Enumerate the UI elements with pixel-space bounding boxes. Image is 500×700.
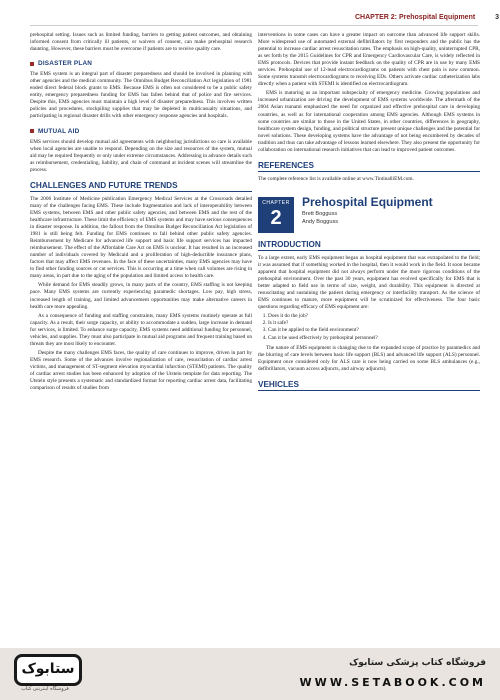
list-item: 2. Is it safe? bbox=[268, 320, 480, 327]
logo-wordmark: ستابوک bbox=[14, 654, 82, 686]
author: Brett Bogguss bbox=[302, 210, 338, 217]
section-heading-mutual-aid bbox=[30, 128, 252, 135]
list-item: 1. Does it do the job? bbox=[268, 313, 480, 320]
paragraph: The nature of EMS equipment is changing due to the expanded scope of practice by paramedics and the blurring of care levels between basic life support (BLS) and advanced life support (ALS) personnel. Equipment once considered only for ALS care is now being carried on some BLS ambulances (e.g., defibrillators, vacuum access adjuncts, and airway adjuncts). bbox=[258, 344, 480, 372]
logo-tagline: فروشگاه اینترنتی کتاب bbox=[21, 686, 69, 692]
heading-marker-icon bbox=[30, 129, 34, 133]
right-column bbox=[258, 32, 480, 395]
section-heading-introduction: INTRODUCTION bbox=[258, 239, 321, 249]
setabook-logo[interactable] bbox=[6, 654, 84, 694]
heading-rule bbox=[258, 390, 480, 391]
heading-rule bbox=[30, 191, 252, 192]
paragraph: EMS is maturing as an important subspecialty of emergency medicine. Growing populations and increased urbanization are driving the development of EMS systems worldwide. The aftermath of the 2004 Asian tsunami emphasized the need for organized and effective prehospital care in developing countries, as well as for international cooperation among EMS agencies. Although EMS systems in some countries are similar to those in the United States, in other countries, differences in geography, healthcare system design, funding, and political structure present unique challenges and the potential for novel solutions. These developing systems have the advantage of not being encumbered by decades of tradition and thus can take advantage of lessons learned elsewhere. They also present the opportunity for collaboration on international research initiatives that can lead to improved patient outcomes. bbox=[258, 90, 480, 153]
paragraph: EMS services should develop mutual aid agreements with neighboring jurisdictions so care is available when local agencies are unable to respond. Depending on the size and resources of the system, mutual aid may be required frequently or only under extreme circumstances. Addressing in advance details such as reimbursement, credentialing, liability, and chain of command at incident scenes will streamline the process. bbox=[30, 138, 252, 173]
shop-name: فروشگاه کتاب پزشکی ستابوک bbox=[349, 658, 486, 668]
heading-text: MUTUAL AID bbox=[38, 127, 80, 135]
author: Andy Bogguss bbox=[302, 218, 339, 225]
paragraph: The 2006 Institute of Medicine publication Emergency Medical Services at the Crossroads detailed many of the challenges facing EMS. These include fragmentation and lack of interoperability between EMS systems, between EMS and other public safety agencies, and between EMS and the rest of the healthcare infrastructure. These limit the efficiency of EMS systems and may have serious consequences in disaster response. In addition, the fallout from the Omnibus Budget Reconciliation Act legislation of 1981 is still being felt. Funding for EMS continues to fall behind other public safety agencies. Reimbursement by Medicare for advanced life support and basic life support services has impacted reimbursement. The effect of the Affordable Care Act on EMS is unclear. It has resulted in an increased number of individuals covered by Medicaid and a proliferation of high-deductible insurance plans, factors that may affect EMS revenues. In the face of these uncertainties, many EMS agencies may have to find other funding sources or cut services. This is occurring at a time when call volumes are rising in many areas, in part due to the aging of the population and limited access to health care. bbox=[30, 195, 252, 280]
chapter-number: 2 bbox=[270, 206, 282, 229]
paragraph: interventions in some cases can have a greater impact on outcome than advanced life support skills. More widespread use of automated external defibrillators by first responders and the public has the potential to increase cardiac arrest resuscitation rates. The emphasis on high-quality, uninterrupted CPR, as set forth by the 2015 Guidelines for CPR and Emergency Cardiovascular Care, is widely reflected in EMS protocols. Devices that provide instant feedback on the quality of CPR are in use by many EMS services. Prehospital use of 12-lead electrocardiograms on patients with chest pain is now common. Some systems transmit electrocardiograms to receiving EDs. Others activate cardiac catheterization labs directly when a patient with STEMI is identified on electrocardiogram. bbox=[258, 32, 480, 88]
paragraph: The EMS system is an integral part of disaster preparedness and should be involved in planning with other agencies and the medical community. The Omnibus Budget Reconciliation Act legislation of 1981 ended direct federal block grants to EMS. Because EMS is often not considered to be a public safety entity, emergency preparedness funding for EMS has fallen behind that of police and fire services. Despite this, EMS agencies must maintain a high level of disaster preparedness. This involves written policies and procedures, stockpiling supplies that may be depleted in multicasualty situations, and participating in regional disaster drills with other emergency response agencies and hospitals. bbox=[30, 71, 252, 120]
section-heading-vehicles: VEHICLES bbox=[258, 379, 299, 389]
paragraph: To a large extent, early EMS equipment began as hospital equipment that was extrapolated to the field; it was assumed that if something worked in the hospital, then it would work in the field. It soon became apparent that hospital equipment did not always perform under the more rigorous conditions of the prehospital environment. Over the past 30 years, equipment has evolved specifically for EMS that is better adapted to field use in terms of size, weight, and durability. This equipment is directed at resuscitating and sustaining the patient during emergency or interfacility transport. As the science of EMS continues to mature, more equipment will be scrutinized for effectiveness. The four basic questions regarding efficacy of EMS equipment are: bbox=[258, 254, 480, 311]
paragraph: Despite the many challenges EMS faces, the quality of care continues to improve, driven in part by EMS research. Some of the advances involve regionalization of care, resuscitation of cardiac arrest victims, and management of ST-segment elevation myocardial infarction (STEMI) patients. The quality of cardiac arrest studies has been enhanced by adoption of the Utstein template for data reporting. The Utstein style presents a systematic and standardized format for reporting cardiac arrest data, facilitating comparison of results of studies from bbox=[30, 349, 252, 392]
chapter-authors bbox=[302, 210, 433, 226]
paragraph: While demand for EMS steadily grows, in many parts of the country, EMS staffing is not keeping pace. Many EMS systems are currently experiencing paramedic shortages. Low pay, high stress, increased length of training, and limited advancement opportunities may make alternative careers in health care more appealing. bbox=[30, 282, 252, 310]
left-column bbox=[30, 32, 252, 394]
header-rule bbox=[30, 25, 478, 26]
list-item: 4. Can it be used effectively by prehospital personnel? bbox=[268, 335, 480, 342]
shop-url-link[interactable]: WWW.SETABOOK.COM bbox=[299, 676, 486, 689]
chapter-opener bbox=[258, 194, 480, 233]
paragraph: prehospital setting. Issues such as limited funding, barriers to getting patient outcomes, and obtaining informed consent from critically ill patients, or waivers of consent, can make prehospital research daunting. However, these barriers must be overcome if patients are to receive quality care. bbox=[30, 32, 252, 53]
section-heading-references: REFERENCES bbox=[258, 160, 314, 170]
heading-marker-icon bbox=[30, 62, 34, 66]
section-heading-disaster-plan bbox=[30, 60, 252, 67]
chapter-title: Prehospital Equipment bbox=[302, 194, 433, 209]
page-number: 3 bbox=[495, 14, 500, 21]
chapter-label: CHAPTER bbox=[262, 199, 290, 206]
heading-rule bbox=[258, 171, 480, 172]
heading-rule bbox=[258, 250, 480, 251]
references-note: The complete reference list is available online at www.TintinalliEM.com. bbox=[258, 175, 414, 182]
list-item: 3. Can it be applied to the field environment? bbox=[268, 327, 480, 334]
heading-text: DISASTER PLAN bbox=[38, 60, 93, 68]
chapter-number-box bbox=[258, 197, 294, 233]
running-header bbox=[355, 14, 499, 21]
question-list bbox=[258, 313, 480, 341]
running-header-chapter: CHAPTER 2: Prehospital Equipment bbox=[355, 14, 476, 21]
watermark-banner bbox=[0, 648, 500, 700]
paragraph: As a consequence of funding and staffing constraints, many EMS systems routinely operate at full capacity. As a result, their surge capacity, or ability to accommodate a sudden, large increase in demand for services, is limited. To enhance surge capacity, EMS systems need additional funding for personnel, vehicles, and supplies. They must also participate in mutual aid programs and frequent training based on threats they are most likely to encounter. bbox=[30, 312, 252, 347]
section-heading-challenges: CHALLENGES AND FUTURE TRENDS bbox=[30, 180, 178, 190]
